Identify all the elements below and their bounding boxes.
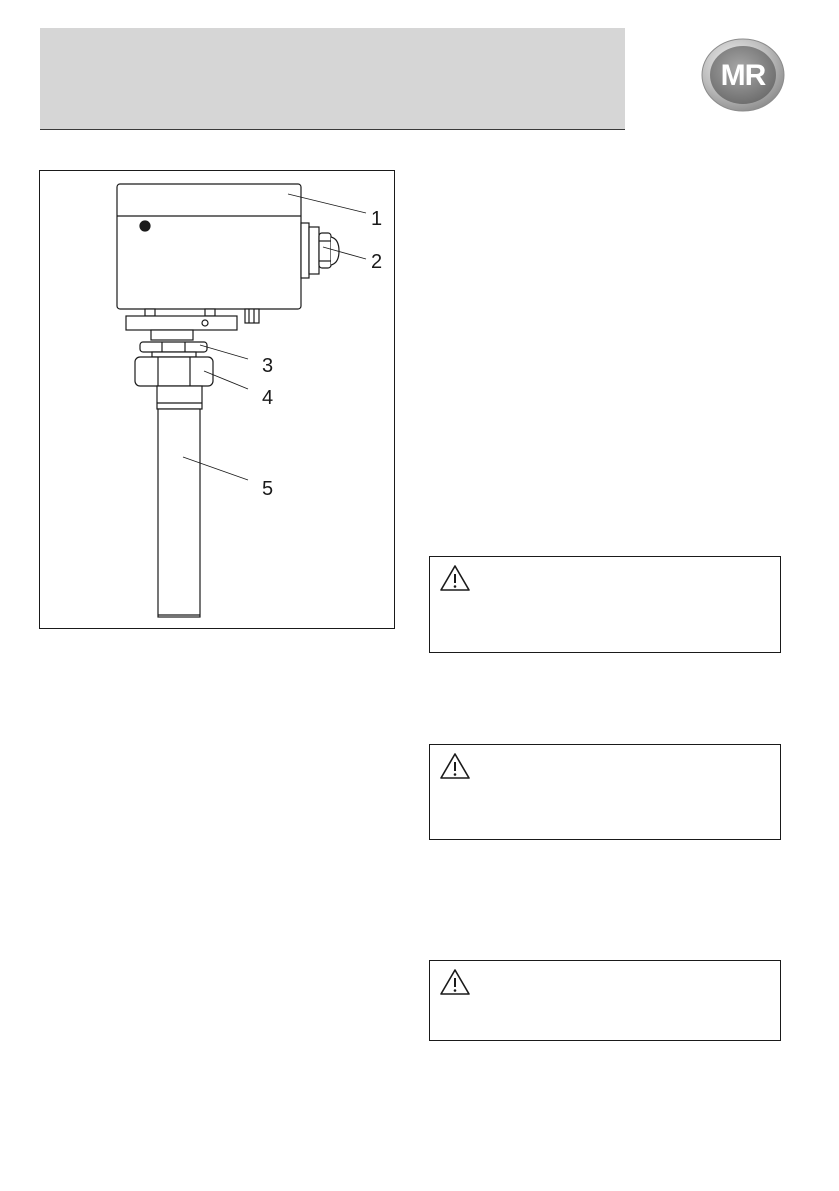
housing: [117, 184, 301, 309]
header-band: [40, 28, 625, 129]
warning-triangle-icon: [438, 563, 472, 593]
device-drawing: [40, 171, 396, 630]
callout-3: 3: [262, 355, 274, 377]
callout-4: 4: [262, 387, 274, 409]
flange: [126, 316, 237, 340]
probe-drawing: [158, 409, 200, 617]
housing-screw-dot: [140, 221, 150, 231]
warning-triangle-icon: [438, 751, 472, 781]
callout-1: 1: [371, 208, 383, 230]
logo-text: MR: [720, 59, 766, 92]
warning-triangle-icon: [438, 967, 472, 997]
callout-2: 2: [371, 251, 383, 273]
hex-fitting-drawing: [135, 357, 213, 409]
cable-gland-drawing: [301, 223, 339, 278]
warning-box-1: [429, 556, 781, 653]
warning-box-2: [429, 744, 781, 840]
mr-logo: [700, 37, 786, 113]
lock-nut-drawing: [140, 342, 207, 357]
header-rule: [40, 129, 625, 130]
callout-5: 5: [262, 478, 274, 500]
figure-frame: [39, 170, 395, 629]
warning-box-3: [429, 960, 781, 1041]
